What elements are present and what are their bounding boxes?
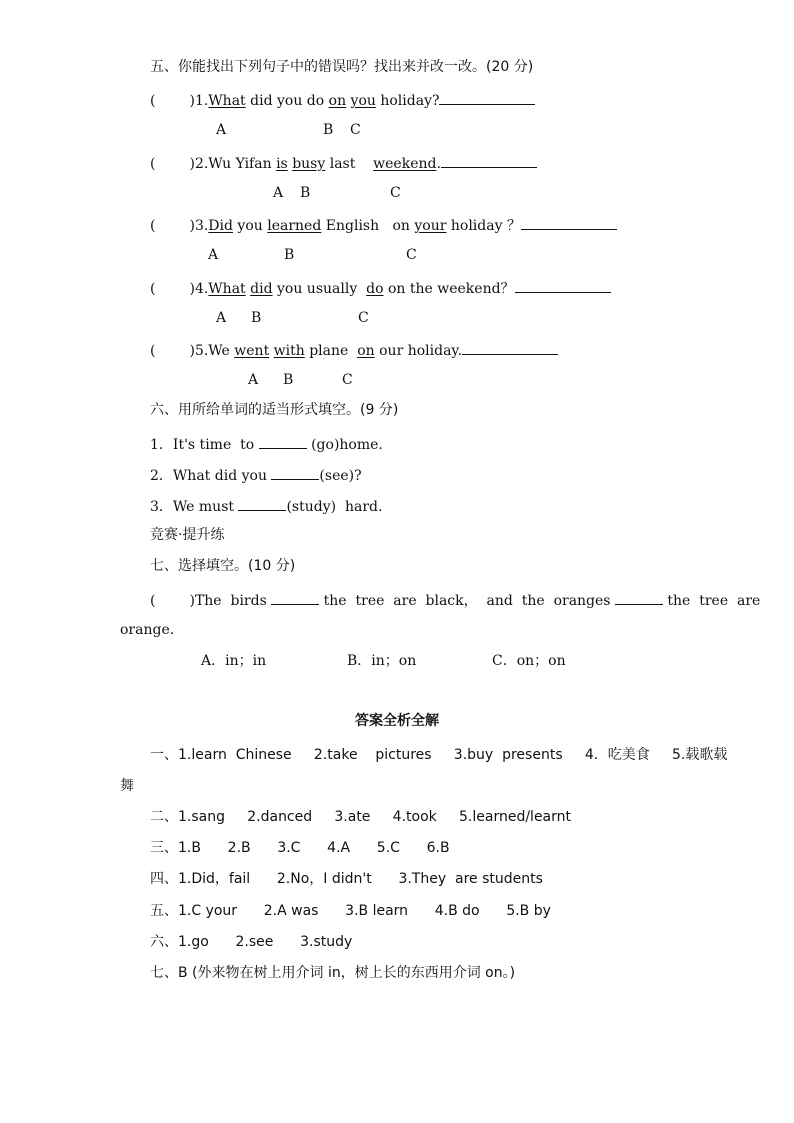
question-number: 2.: [194, 156, 209, 172]
sentence-text: holiday ？: [446, 218, 521, 234]
sentence-text: English on: [321, 218, 415, 234]
letter-a: A: [208, 247, 219, 263]
fill-question-6-1: [150, 434, 383, 454]
sentence-text: did you do: [245, 93, 329, 109]
fill-question-6-3: [150, 496, 382, 516]
answer-paren-close: ): [189, 281, 195, 297]
underlined-word-c: weekend: [373, 156, 437, 172]
correction-blank[interactable]: [515, 278, 611, 293]
question-number: 1.: [194, 93, 209, 109]
sentence-text: (study) hard.: [286, 499, 383, 515]
sentence-text: last: [325, 156, 374, 172]
answer-line-1-cont: 舞: [120, 778, 134, 794]
question-number: 3．: [150, 499, 173, 515]
question-5-2: [150, 153, 537, 173]
fill-blank[interactable]: [238, 496, 286, 511]
sentence-text: It's time to: [172, 437, 259, 453]
letter-c: C: [358, 310, 369, 326]
sentence-text: The birds: [194, 593, 272, 609]
sentence-text: We: [208, 343, 235, 359]
underlined-word-b: did: [250, 281, 273, 297]
section-7-heading: 七、选择填空。(10 分): [150, 558, 296, 574]
underlined-word-b: busy: [292, 156, 326, 172]
question-number: 5.: [194, 343, 209, 359]
section-6-heading: 六、用所给单词的适当形式填空。(9 分): [150, 402, 399, 418]
letter-a: A: [216, 310, 227, 326]
answer-paren-open: (: [150, 93, 156, 109]
fill-blank[interactable]: [271, 465, 319, 480]
answer-paren-close: ): [189, 343, 195, 359]
sentence-text: the tree are: [662, 593, 761, 609]
letter-a: A: [248, 372, 259, 388]
underlined-word-a: is: [276, 156, 288, 172]
letter-c: C: [390, 185, 401, 201]
sentence-text: on the weekend？: [383, 281, 515, 297]
sentence-text: plane: [304, 343, 358, 359]
underlined-word-b: learned: [267, 218, 322, 234]
answer-paren-close: ): [189, 593, 195, 609]
underlined-word-a: went: [234, 343, 270, 359]
question-5-4: [150, 278, 611, 298]
answer-line-3: 三、1.B 2.B 3.C 4.A 5.C 6.B: [150, 840, 450, 856]
answer-paren-open: (: [150, 218, 156, 234]
question-number: 4.: [194, 281, 209, 297]
letter-b: B: [251, 310, 262, 326]
option-b[interactable]: B．in；on: [347, 653, 417, 669]
sentence-text: .: [436, 156, 441, 172]
letter-b: B: [300, 185, 311, 201]
sentence-text: (go)home.: [306, 437, 383, 453]
underlined-word-b: on: [328, 93, 347, 109]
sentence-text: We must: [172, 499, 239, 515]
choice-question-7: [150, 590, 761, 610]
letter-a: A: [273, 185, 284, 201]
question-number: 2．: [150, 468, 173, 484]
question-5-3: [150, 215, 617, 235]
question-number: 1．: [150, 437, 173, 453]
underlined-word-c: you: [350, 93, 376, 109]
question-5-5: [150, 340, 558, 360]
underlined-word-c: on: [357, 343, 375, 359]
letter-c: C: [350, 122, 361, 138]
option-a[interactable]: A．in；in: [201, 653, 267, 669]
option-c[interactable]: C．on；on: [492, 653, 566, 669]
underlined-word-b: with: [273, 343, 305, 359]
question-number: 3.: [194, 218, 209, 234]
answers-title: 答案全析全解: [355, 713, 439, 729]
fill-blank[interactable]: [271, 590, 319, 605]
correction-blank[interactable]: [521, 215, 617, 230]
answer-line-1: 一、1.learn Chinese 2.take pictures 3.buy presents 4．吃美食 5.载歌载: [150, 747, 728, 763]
competition-label: 竞赛·提升练: [150, 527, 225, 543]
question-5-1: [150, 90, 535, 110]
answer-paren-open: (: [150, 281, 156, 297]
letter-c: C: [406, 247, 417, 263]
answer-paren-open: (: [150, 343, 156, 359]
letter-b: B: [323, 122, 334, 138]
sentence-text: holiday?: [375, 93, 440, 109]
sentence-text: you: [232, 218, 268, 234]
sentence-text: What did you: [172, 468, 272, 484]
correction-blank[interactable]: [441, 153, 537, 168]
answer-paren-close: ): [189, 218, 195, 234]
sentence-text: the tree are black， and the oranges: [319, 593, 615, 609]
underlined-word-a: What: [208, 281, 246, 297]
sentence-text: our holiday.: [374, 343, 462, 359]
answer-paren-close: ): [189, 156, 195, 172]
letter-b: B: [284, 247, 295, 263]
fill-blank[interactable]: [615, 590, 663, 605]
correction-blank[interactable]: [439, 90, 535, 105]
answer-paren-open: (: [150, 156, 156, 172]
underlined-word-c: your: [414, 218, 447, 234]
section-5-heading: 五、你能找出下列句子中的错误吗？找出来并改一改。(20 分): [150, 59, 534, 75]
correction-blank[interactable]: [462, 340, 558, 355]
underlined-word-a: Did: [208, 218, 233, 234]
choice-question-7-cont: orange.: [120, 622, 175, 638]
letter-c: C: [342, 372, 353, 388]
fill-blank[interactable]: [259, 434, 307, 449]
answer-paren-open: (: [150, 593, 156, 609]
underlined-word-c: do: [366, 281, 384, 297]
answer-line-7: 七、B (外来物在树上用介词 in，树上长的东西用介词 on。): [150, 965, 516, 981]
underlined-word-a: What: [208, 93, 246, 109]
sentence-text: (see)?: [319, 468, 362, 484]
answer-line-5: 五、1.C your 2.A was 3.B learn 4.B do 5.B by: [150, 903, 551, 919]
answer-paren-close: ): [189, 93, 195, 109]
fill-question-6-2: [150, 465, 362, 485]
answer-line-4: 四、1.Did，fail 2.No，I didn't 3.They are students: [150, 871, 543, 887]
answer-line-2: 二、1.sang 2.danced 3.ate 4.took 5.learned/learnt: [150, 809, 572, 825]
letter-b: B: [283, 372, 294, 388]
sentence-text: Wu Yifan: [208, 156, 277, 172]
sentence-text: you usually: [272, 281, 367, 297]
answer-line-6: 六、1.go 2.see 3.study: [150, 934, 353, 950]
letter-a: A: [216, 122, 227, 138]
